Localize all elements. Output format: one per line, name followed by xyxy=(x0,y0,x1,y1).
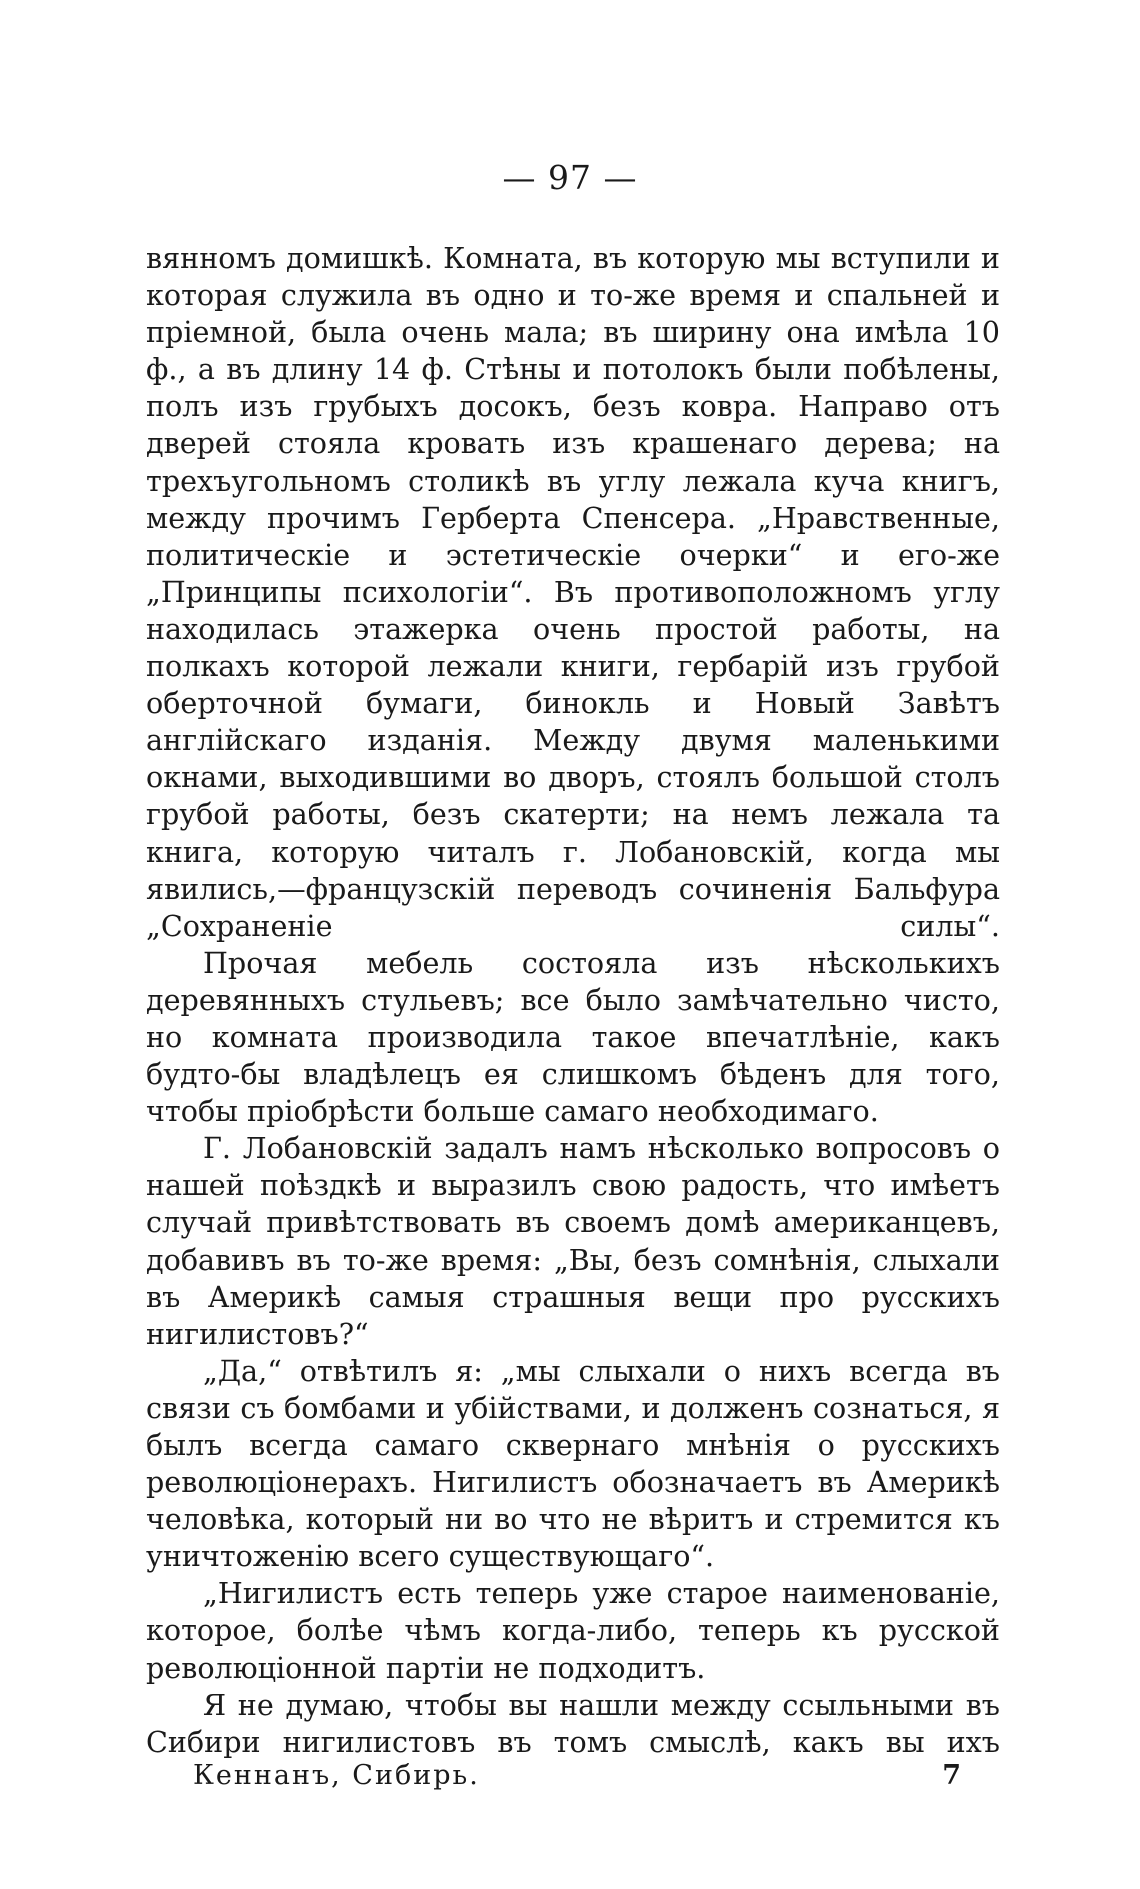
paragraph-siberia: Я не думаю, чтобы вы нашли между ссыльными въ Сибири нигилистовъ въ томъ смыслѣ, какъ вы ихъ xyxy=(146,1687,1000,1759)
paragraph-furniture: Прочая мебель состояла изъ нѣсколькихъ деревянныхъ стульевъ; все было замѣчательно чисто, но комната производила такое впечатлѣніе, какъ будто-бы владѣлецъ ея слишкомъ бѣденъ для того, чтобы пріобрѣсти больше самаго необходимаго. xyxy=(146,945,1000,1129)
paragraph-room-description: вянномъ домишкѣ. Комната, въ которую мы вступили и которая служила въ одно и то-же время и спальней и пріемной, была очень мала; въ ширину она имѣла 10 ф., а въ длину 14 ф. Стѣны и потолокъ были побѣлены, полъ изъ грубыхъ досокъ, безъ ковра. Направо отъ дверей стояла кровать изъ крашенаго дерева; на трехъугольномъ столикѣ въ углу лежала куча книгъ, между прочимъ Герберта Спенсера. „Нравственные, политическіе и эстетическіе очерки“ и его-же „Принципы психологіи“. Въ противоположномъ углу находилась этажерка очень простой работы, на полкахъ которой лежали книги, гербарій изъ грубой оберточной бумаги, бинокль и Новый Завѣтъ англійскаго изданія. Между двумя маленькими окнами, выходившими во дворъ, стоялъ большой столъ грубой работы, безъ скатерти; на немъ лежала та книга, которую читалъ г. Лобановскій, когда мы явились,—французскій переводъ сочиненія Бальфура „Сохраненіе силы“. xyxy=(146,241,1000,943)
page-number: — 97 — xyxy=(502,158,638,197)
paragraph-questions: Г. Лобановскій задалъ намъ нѣсколько вопросовъ о нашей поѣздкѣ и выразилъ свою радость, что имѣетъ случай привѣтствовать въ своемъ домѣ американцевъ, добавивъ въ то-же время: „Вы, безъ сомнѣнія, слыхали въ Америкѣ самыя страшныя вещи про русскихъ нигилистовъ?“ xyxy=(146,1131,1000,1351)
body-text xyxy=(146,240,1000,1761)
paragraph-nihilist: „Нигилистъ есть теперь уже старое наименованіе, которое, болѣе чѣмъ когда-либо, теперь къ русской революціонной партіи не подходитъ. xyxy=(146,1576,1000,1685)
paragraph-answer: „Да,“ отвѣтилъ я: „мы слыхали о нихъ всегда въ связи съ бомбами и убійствами, и долженъ сознаться, я былъ всегда самаго сквернаго мнѣнія о русскихъ революціонерахъ. Нигилистъ обозначаетъ въ Америкѣ человѣка, который ни во что не вѣритъ и стремится къ уничтоженію всего существующаго“. xyxy=(146,1353,1000,1574)
footer-signature: Кеннанъ, Сибирь. xyxy=(193,1760,480,1791)
sheet-number: 7 xyxy=(942,1760,963,1791)
